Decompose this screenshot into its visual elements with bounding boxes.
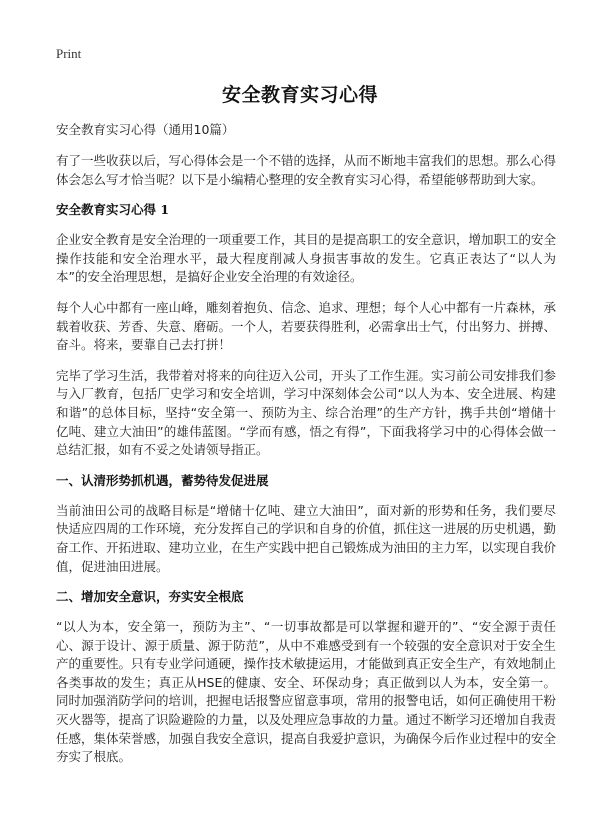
paragraph-4: 当前油田公司的战略目标是“增储十亿吨、建立大油田”，面对新的形势和任务，我们要尽快适应四周的工作环境，充分发挥自己的学识和自身的价值，抓住这一进展的历史机遇，勤奋工作、开拓进取、建功立业，在生产实践中把自己锻炼成为油田的主力军，以实现自我价值，促进油田进展。	[56, 502, 557, 574]
document-body	[56, 121, 556, 779]
print-label: Print	[56, 46, 82, 61]
section-heading-1: 安全教育实习心得 1	[56, 202, 170, 218]
paragraph-1: 企业安全教育是安全治理的一项重要工作，其目的是提高职工的安全意识，增加职工的安全操作技能和安全治理水平，最大程度削减人身损害事故的发生。它真正表达了“以人为本”的安全治理思想，是搞好企业安全治理的有效途径。	[56, 232, 557, 285]
document-title: 安全教育实习心得	[221, 84, 378, 106]
section-heading-2: 一、认清形势抓机遇，蓄势待发促进展	[56, 472, 269, 488]
paragraph-3: 完毕了学习生活，我带着对将来的向往迈入公司，开头了工作生涯。实习前公司安排我们参与入厂教育，包括厂史学习和安全培训，学习中深刻体会公司“以人为本、安全进展、构建和谐”的总体目标，坚持“安全第一、预防为主、综合治理”的生产方针，携手共创“增储十亿吨、建立大油田”的雄伟蓝图。“学而有感，悟之有得”，下面我将学习中的心得体会做一总结汇报，如有不妥之处请领导指正。	[56, 367, 557, 458]
section-heading-3: 二、增加安全意识，夯实安全根底	[56, 589, 244, 605]
intro-paragraph: 有了一些收获以后，写心得体会是一个不错的选择，从而不断地丰富我们的思想。那么心得体会怎么写才恰当呢？以下是小编精心整理的安全教育实习心得，希望能够帮助到大家。	[56, 153, 557, 187]
document-subtitle: 安全教育实习心得（通用10篇）	[56, 122, 235, 137]
paragraph-5: “以人为本，安全第一，预防为主”、“一切事故都是可以掌握和避开的”、“安全源于责任心、源于设计、源于质量、源于防范”，从中不难感受到有一个较强的安全意识对于安全生产的重要性。只有专业学问通硬，操作技术敏捷运用，才能做到真正安全生产，有效地制止各类事故的发生；真正从HSE的健康、安全、环保动身；真正做到以人为本，安全第一。同时加强消防学问的培训，把握电话报警应留意事项，常用的报警电话，如何正确使用干粉灭火器等，提高了识险避险的力量，以及处理应急事故的力量。通过不断学习还增加自我责任感，集体荣誉感，加强自我安全意识，提高自我爱护意识，为确保今后作业过程中的安全夯实了根底。	[56, 619, 557, 765]
paragraph-2: 每个人心中都有一座山峰，雕刻着抱负、信念、追求、理想；每个人心中都有一片森林，承载着收获、芳香、失意、磨砺。一个人，若要获得胜利，必需拿出士气，付出努力、拼搏、奋斗。将来，要靠自己去打拼！	[56, 299, 557, 353]
